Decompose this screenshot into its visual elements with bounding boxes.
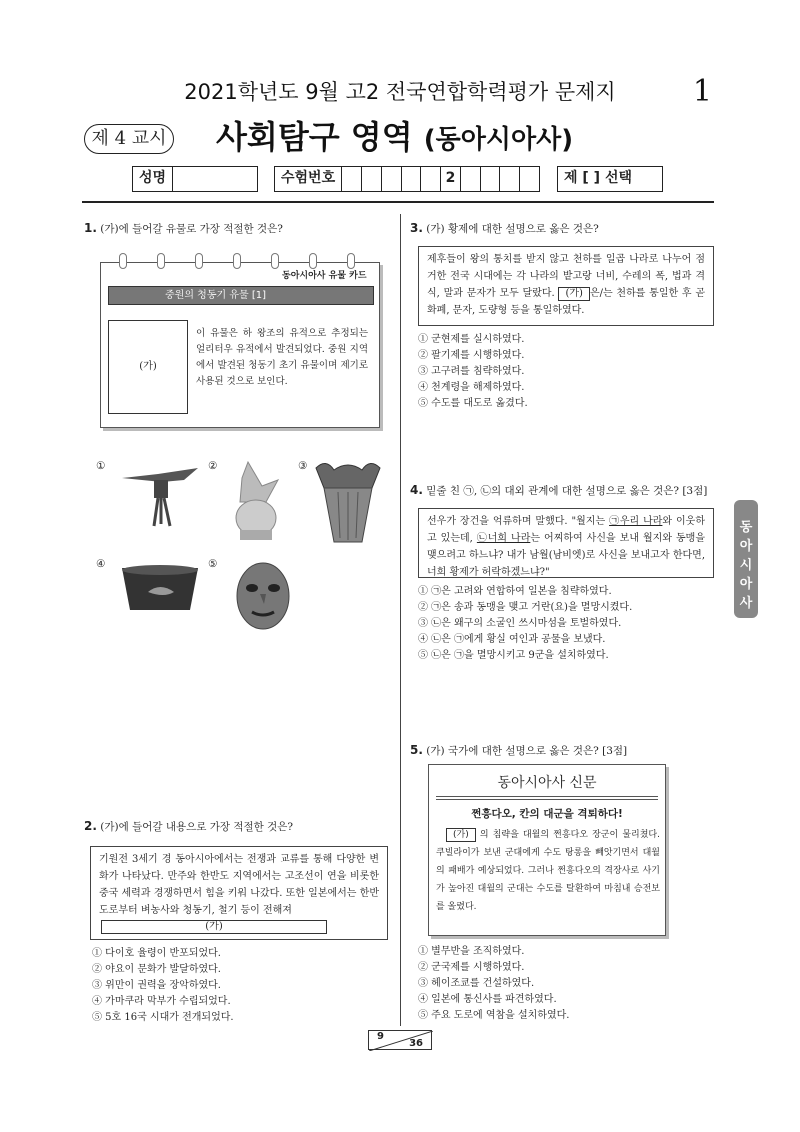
- question-5-stem: [410, 742, 710, 759]
- option-2[interactable]: ② 팔기제를 시행하였다.: [418, 350, 525, 361]
- option-5[interactable]: ⑤ 주요 도로에 역참을 설치하였다.: [418, 1010, 570, 1021]
- exam-number-cells[interactable]: [342, 167, 539, 191]
- ceramic-gui-pitcher-icon[interactable]: [228, 458, 284, 544]
- page-footer: [368, 1030, 432, 1050]
- subject-side-tab: [734, 500, 758, 618]
- card-description: 이 유물은 하 왕조의 유적으로 추정되는 얼리터우 유적에서 발견되었다. 중원 지역에서 발견된 청동기 초기 유물이며 제기로 사용된 것으로 보인다.: [196, 328, 368, 387]
- answer-blank: (가): [558, 287, 589, 301]
- select-box: [557, 166, 663, 192]
- underlined-term-2: ㉡너희 나라: [476, 533, 531, 544]
- option-3[interactable]: ③ 위만이 권력을 장악하였다.: [92, 980, 221, 991]
- side-tab-char: 아: [739, 539, 753, 554]
- question-text: (가)에 들어갈 내용으로 가장 적절한 것은?: [100, 821, 294, 833]
- side-tab-char: 아: [739, 577, 753, 592]
- name-box: [132, 166, 258, 192]
- answer-blank: (가): [446, 828, 476, 842]
- question-text: 밑줄 친 ㉠, ㉡의 대외 관계에 대한 설명으로 옳은 것은? [3점]: [426, 485, 708, 497]
- option-4[interactable]: ④ ㉡은 ㉠에게 황실 여인과 공물을 보냈다.: [418, 634, 606, 645]
- question-number: 4.: [410, 483, 423, 497]
- flame-pottery-icon[interactable]: [312, 458, 384, 546]
- passage-text: 제후들이 왕의 통치를 받지 않고 천하를 일곱 나라로 나누어 점거한 전국 시대에는 각 나라의 밭고랑 너비, 수레의 폭, 법과 격식, 말과 문자가 모두 달랐다.: [427, 254, 705, 299]
- passage-text-3: 는 어찌하여 사신을 보내 월지와 동맹을 맺으려고 하느냐? 내가 남월(남비엣)로 사신을 보내고자 한다면, 너희 황제가 허락하겠느냐?": [427, 533, 705, 578]
- newspaper-rule: [436, 799, 658, 800]
- option-1[interactable]: ① 다이호 율령이 반포되었다.: [92, 948, 221, 959]
- option-2[interactable]: ② 야요이 문화가 발달하였다.: [92, 964, 221, 975]
- option-3-number[interactable]: ③: [298, 460, 308, 472]
- bronze-jue-vessel-icon[interactable]: [118, 466, 202, 532]
- name-field[interactable]: [173, 167, 257, 191]
- question-2-stem: [84, 818, 384, 835]
- question-2-options: [92, 946, 234, 1026]
- question-5-options: [418, 944, 569, 1024]
- footer-current-page: 9: [377, 1031, 384, 1042]
- option-4[interactable]: ④ 가마쿠라 막부가 수립되었다.: [92, 996, 231, 1007]
- question-1-stem: [84, 220, 384, 237]
- clay-face-mask-icon[interactable]: [232, 558, 294, 632]
- question-text: (가) 국가에 대한 설명으로 옳은 것은? [3점]: [426, 745, 628, 757]
- name-label: 성명: [133, 167, 173, 191]
- subject-sub: (동아시아사): [423, 125, 574, 155]
- passage-text-1: 선우가 장건을 억류하며 말했다. "월지는: [427, 516, 610, 527]
- question-number: 1.: [84, 221, 97, 235]
- newspaper-text: 의 침략을 대월의 쩐흥다오 장군이 물리쳤다. 쿠빌라이가 보낸 군대에게 수도 탕롱을 빼앗기면서 대월의 패배가 예상되었다. 그러나 쩐흥다오의 격장사로 사기가 높아진 대월의 군대는 수도를 탈환하여 마침내 승전보를 올렸다.: [436, 830, 660, 912]
- card-title: 중원의 청동기 유물 [1]: [108, 286, 374, 305]
- option-2-number[interactable]: ②: [208, 460, 218, 472]
- side-tab-char: 시: [739, 558, 753, 573]
- newspaper-title: 동아시아사 신문: [497, 775, 597, 791]
- option-2[interactable]: ② ㉠은 송과 동맹을 맺고 거란(요)을 멸망시켰다.: [418, 602, 633, 613]
- newspaper-body: [436, 826, 660, 916]
- option-3[interactable]: ③ 헤이조쿄를 건설하였다.: [418, 978, 535, 989]
- page-number: 1: [692, 74, 712, 109]
- exam-title: 2021학년도 9월 고2 전국연합학력평가 문제지: [184, 80, 616, 104]
- card-label: 동아시아사 유물 카드: [282, 271, 367, 281]
- footer-total-pages: 36: [409, 1038, 423, 1049]
- question-4-passage: [418, 508, 714, 578]
- subject-title: [216, 112, 573, 158]
- question-4-stem: [410, 482, 720, 499]
- question-text: (가)에 들어갈 유물로 가장 적절한 것은?: [100, 223, 283, 235]
- answer-blank: (가): [101, 920, 327, 934]
- option-4-number[interactable]: ④: [96, 558, 106, 570]
- option-5[interactable]: ⑤ 수도를 대도로 옮겼다.: [418, 398, 528, 409]
- question-3-options: [418, 332, 528, 412]
- question-number: 5.: [410, 743, 423, 757]
- option-1[interactable]: ① ㉠은 고려와 연합하여 일본을 침략하였다.: [418, 586, 612, 597]
- column-divider: [400, 214, 401, 1026]
- newspaper-headline: 쩐흥다오, 칸의 대군을 격퇴하다!: [471, 808, 623, 820]
- exam-number-label: 수험번호: [275, 167, 342, 191]
- option-1[interactable]: ① 군현제를 실시하였다.: [418, 334, 525, 345]
- option-1[interactable]: ① 별무반을 조직하였다.: [418, 946, 525, 957]
- option-5[interactable]: ⑤ ㉡은 ㉠을 멸망시키고 9군을 설치하였다.: [418, 650, 609, 661]
- select-label: 제 [ ] 선택: [564, 170, 632, 186]
- period-badge: 제 4 교시: [84, 124, 174, 154]
- passage-text-2: 와 이웃하고 있는데,: [427, 516, 706, 544]
- carved-stone-basin-icon[interactable]: [118, 562, 202, 614]
- subject-main: 사회탐구 영역: [216, 118, 413, 156]
- passage-text: 기원전 3세기 경 동아시아에서는 전쟁과 교류를 통해 다양한 변화가 나타났다. 만주와 한반도 지역에서는 고조선이 연을 비롯한 중국 세력과 경쟁하면서 힘을 키워 나갔다. 또한 일본에서는 한반도로부터 벼농사와 청동기, 철기 등이 전해져: [99, 854, 379, 916]
- question-3-stem: [410, 220, 710, 237]
- question-3-passage: [418, 246, 714, 326]
- side-tab-char: 동: [739, 520, 753, 535]
- option-1-number[interactable]: ①: [96, 460, 106, 472]
- option-5-number[interactable]: ⑤: [208, 558, 218, 570]
- question-4-options: [418, 584, 632, 664]
- side-tab-char: 사: [739, 596, 753, 611]
- question-number: 3.: [410, 221, 423, 235]
- option-3[interactable]: ③ 고구려를 침략하였다.: [418, 366, 525, 377]
- option-4[interactable]: ④ 일본에 통신사를 파견하였다.: [418, 994, 557, 1005]
- exam-number-box: [274, 166, 540, 192]
- question-2-passage: [90, 846, 388, 940]
- question-text: (가) 황제에 대한 설명으로 옳은 것은?: [426, 223, 599, 235]
- passage-text-end: 은/는 천하를 통일한 후 곧 화폐, 문자, 도량형 등을 통일하였다.: [427, 288, 705, 316]
- underlined-ggeneral-1: ㉠우리 나라: [609, 516, 663, 527]
- question-number: 2.: [84, 819, 97, 833]
- option-5[interactable]: ⑤ 5호 16국 시대가 전개되었다.: [92, 1012, 234, 1023]
- option-4[interactable]: ④ 천계령을 해제하였다.: [418, 382, 525, 393]
- option-2[interactable]: ② 군국제를 시행하였다.: [418, 962, 525, 973]
- card-image-placeholder: (가): [108, 320, 188, 414]
- option-3[interactable]: ③ ㉡은 왜구의 소굴인 쓰시마섬을 토벌하였다.: [418, 618, 622, 629]
- header-rule: [82, 201, 714, 203]
- newspaper-rule: [436, 796, 658, 797]
- exam-number-fixed-digit: 2: [441, 167, 461, 191]
